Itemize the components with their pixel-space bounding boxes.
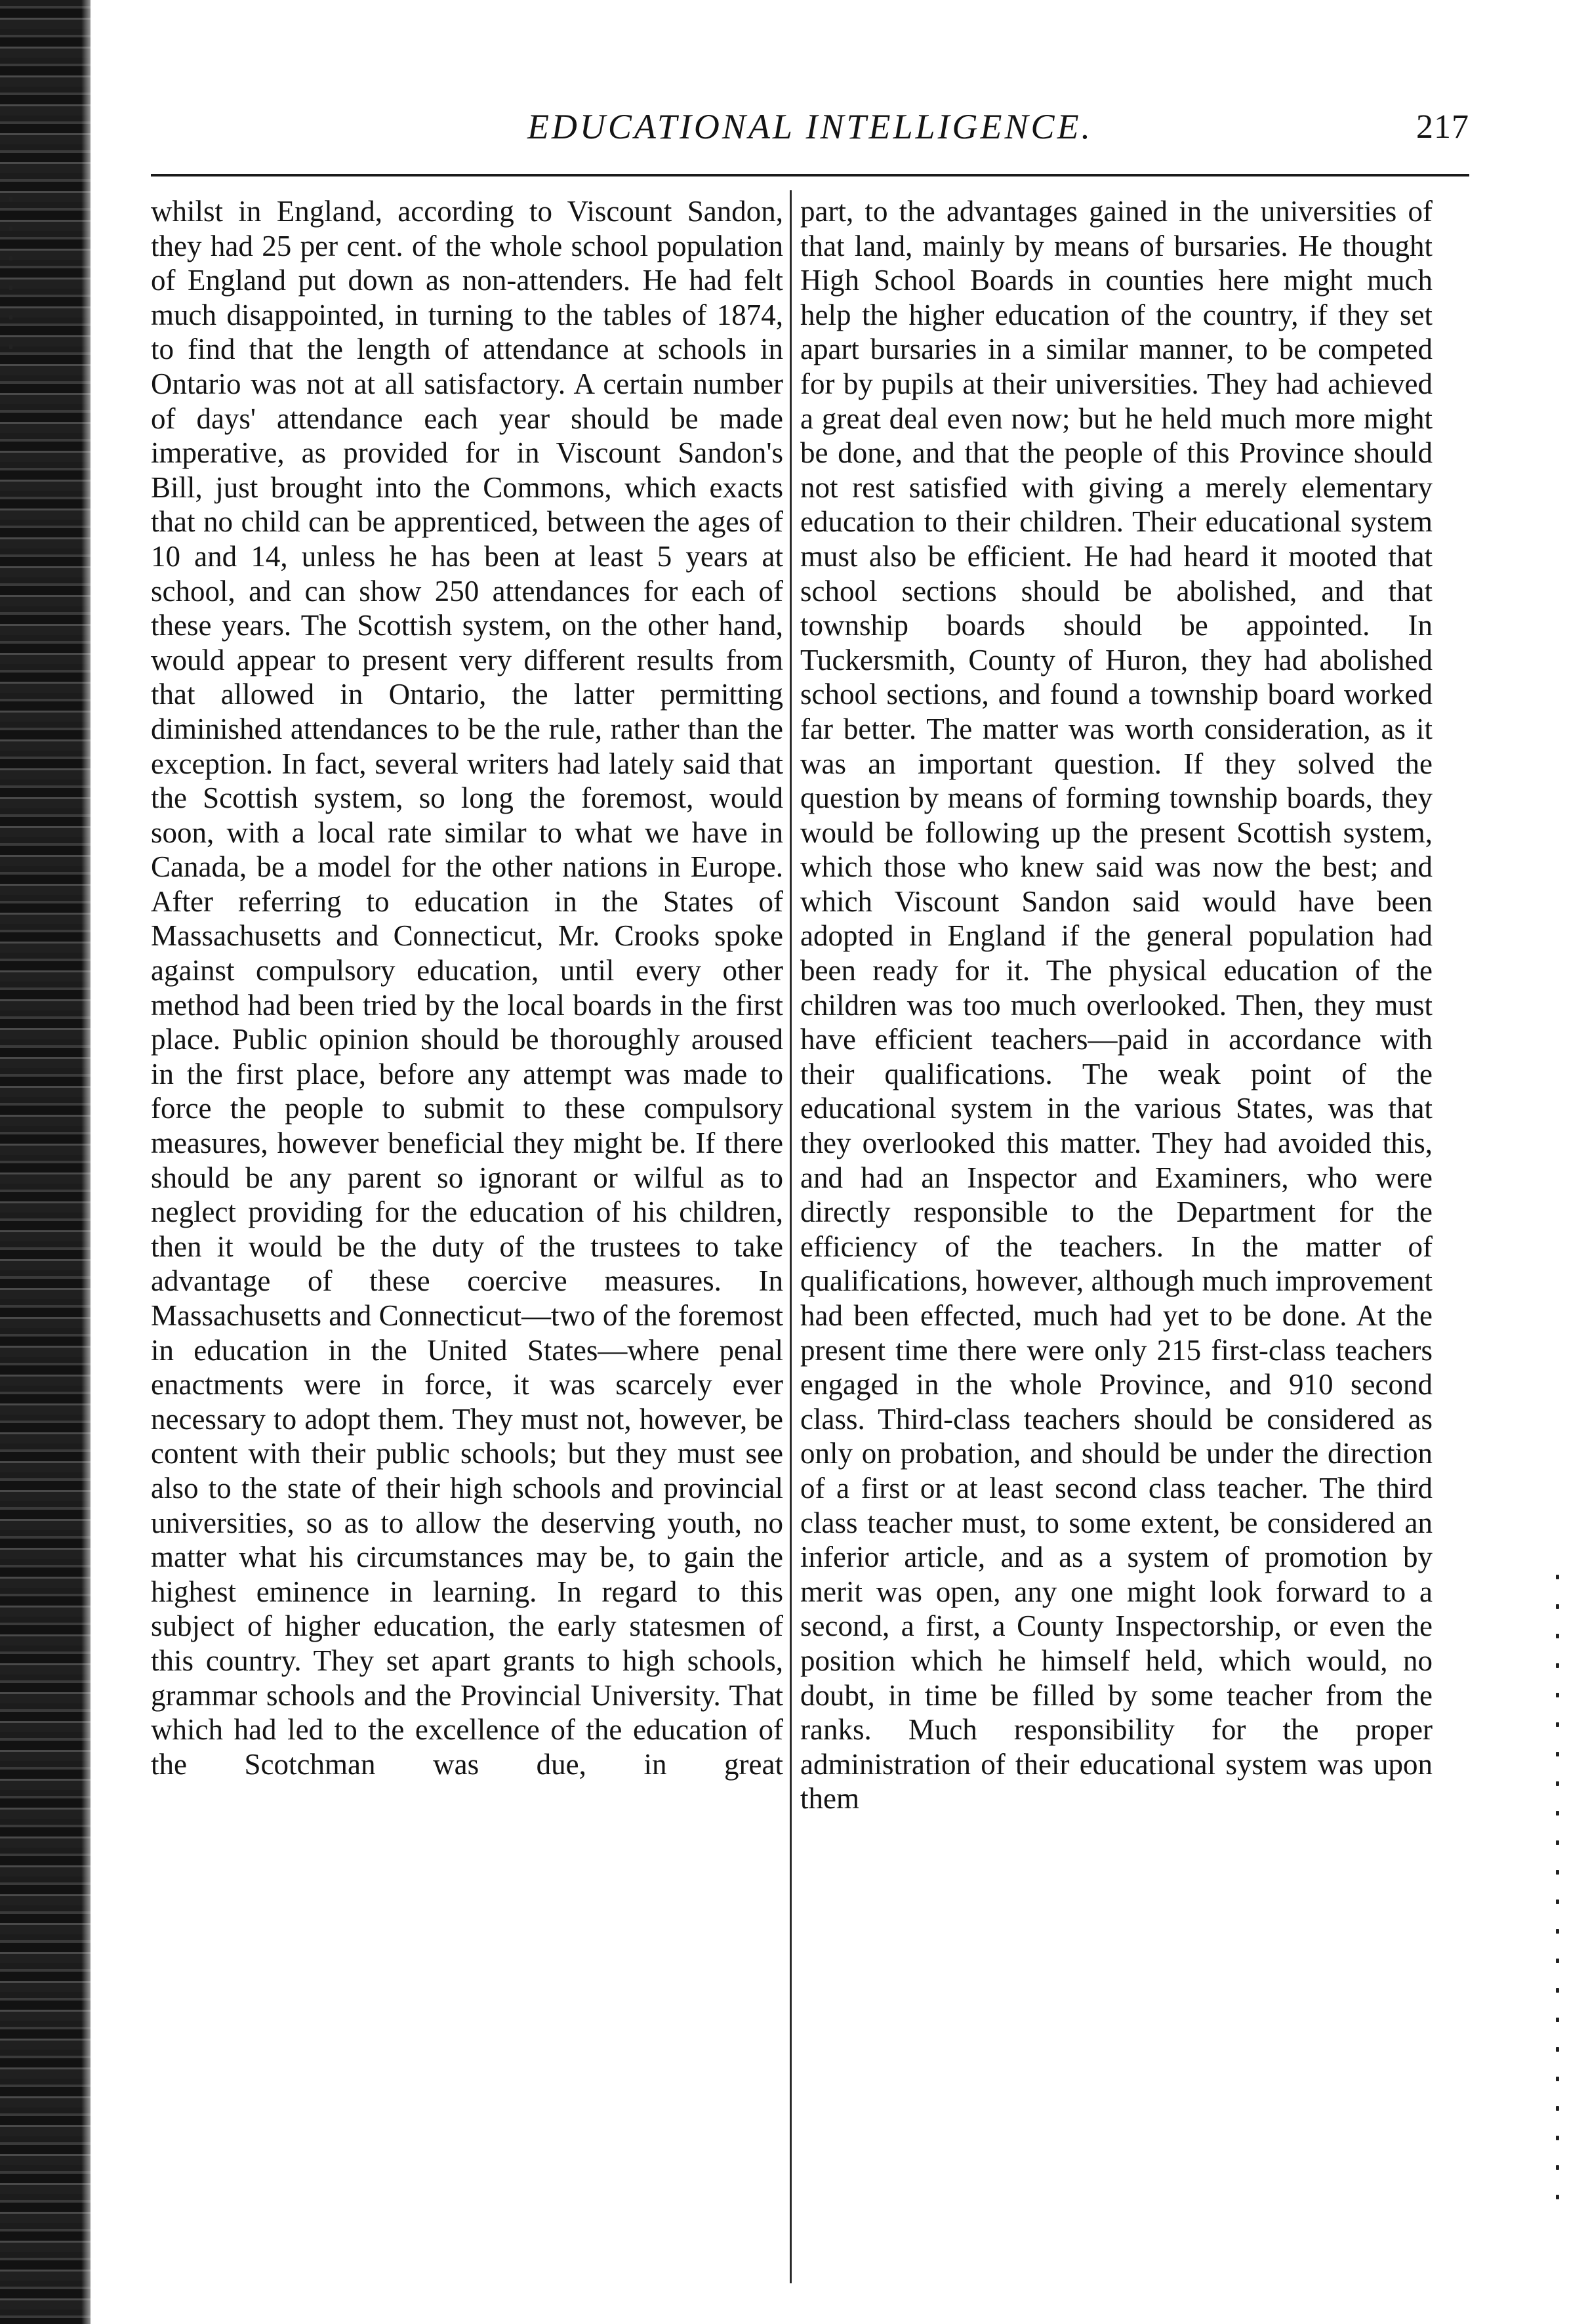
column-right-text: part, to the advantages gained in the universities of that land, mainly by means of bursaries. He thought High School Boards in counties here might much help the higher education of the country, if they set apart bursaries in a similar manner, to be competed for by pupils at their universities. They had achieved a great deal even now; but he held much more might be done, and that the people of this Province should not rest satisfied with giving a merely elementary education to their children. Their educational system must also be efficient. He had heard it mooted that school sections should be abolished, and that township boards should be appointed. In Tuckersmith, County of Huron, they had abolished school sections, and found a township board worked far better. The matter was worth consideration, as it was an important question. If they solved the question by means of forming township boards, they would be following up the present Scottish system, which those who knew said was now the best; and which Viscount Sandon said would have been adopted in England if the general population had been ready for it. The physical education of the children was too much overlooked. Then, they must have efficient teachers—paid in accordance with their qualifications. The weak point of the educational system in the various States, was that they overlooked this matter. They had avoided this, and had an Inspector and Examiners, who were directly responsible to the Department for the efficiency of the teachers. In the matter of qualifications, however, although much improvement had been effected, much had yet to be done. At the present time there were only 215 first-class teachers engaged in the whole Province, and 910 second class. Third-class teachers should be considered as only on probation, and should be under the direction of a first or at least second class teacher. The third class teacher must, to some extent, be considered an inferior article, and as a system of promotion by merit was open, any one might look forward to a second, a first, a County Inspectorship, or even the position which he himself held, which would, no doubt, in time be filled by some teacher from the ranks. Much responsibility for the proper administration of their educational system was upon them [800, 195, 1433, 1816]
header-rule [151, 174, 1469, 176]
running-head [151, 98, 1469, 157]
text-column-right [800, 194, 1433, 2281]
running-title: EDUCATIONAL INTELLIGENCE. [527, 107, 1093, 146]
margin-specks-right [1556, 1575, 1562, 2224]
column-left-text: whilst in England, according to Viscount Sandon, they had 25 per cent. of the whole school population of England put down as non-attenders. He had felt much disappointed, in turning to the tables of 1874, to find that the length of attendance at schools in Ontario was not at all satisfactory. A certain number of days' attendance each year should be made imperative, as provided for in Viscount Sandon's Bill, just brought into the Commons, which exacts that no child can be apprenticed, between the ages of 10 and 14, unless he has been at least 5 years at school, and can show 250 attendances for each of these years. The Scottish system, on the other hand, would appear to present very different results from that allowed in Ontario, the latter permitting diminished attendances to be the rule, rather than the exception. In fact, several writers had lately said that the Scottish system, so long the foremost, would soon, with a local rate similar to what we have in Canada, be a model for the other nations in Europe. After referring to education in the States of Massachusetts and Connecticut, Mr. Crooks spoke against compulsory education, until every other method had been tried by the local boards in the first place. Public opinion should be thoroughly aroused in the first place, before any attempt was made to force the people to submit to these compulsory measures, however beneficial they might be. If there should be any parent so ignorant or wilful as to neglect providing for the education of his children, then it would be the duty of the trustees to take advantage of these coercive measures. In Massachusetts and Connecticut—two of the foremost in education in the United States—where penal enactments were in force, it was scarcely ever necessary to adopt them. They must not, however, be content with their public schools; but they must see also to the state of their high schools and provincial universities, so as to allow the deserving youth, no matter what his circumstances may be, to gain the highest eminence in learning. In regard to this subject of higher education, the early statesmen of this country. They set apart grants to high schools, grammar schools and the Provincial University. That which had led to the excellence of the education of the Scotchman was due, in great [151, 195, 783, 1781]
page-number: 217 [1416, 108, 1469, 146]
text-column-left [151, 194, 783, 2281]
column-divider [790, 190, 792, 2283]
margin-specks-left [9, 197, 16, 374]
